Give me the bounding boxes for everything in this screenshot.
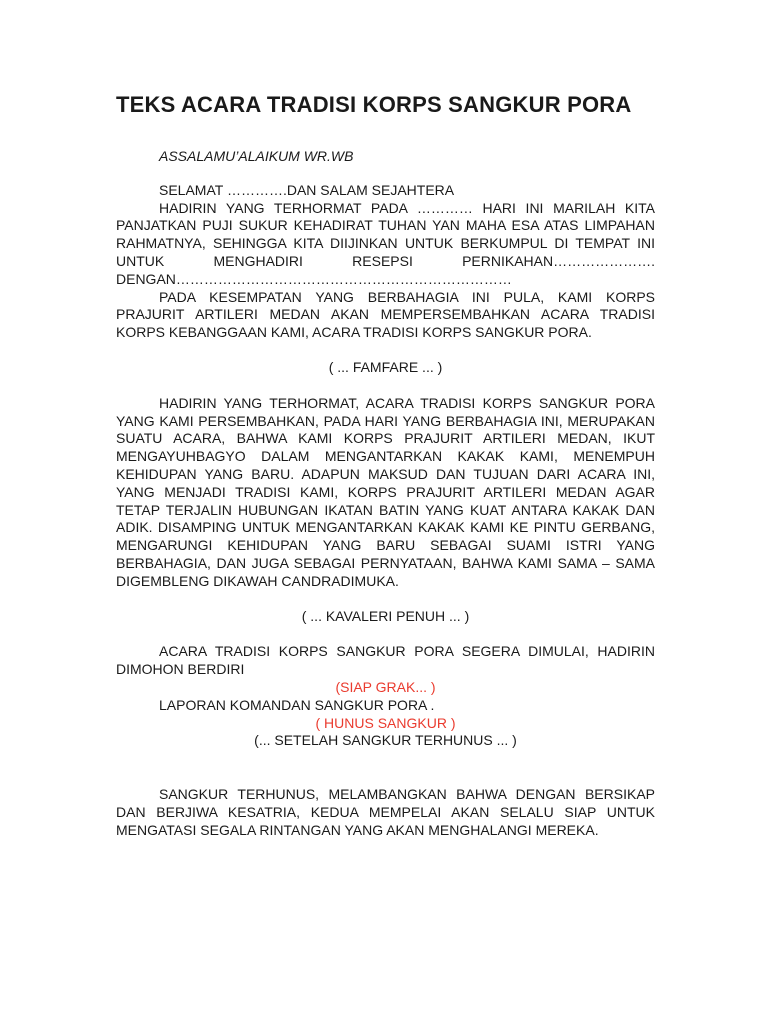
report-komandan: LAPORAN KOMANDAN SANGKUR PORA .: [159, 696, 435, 713]
stage-direction-famfare: ( ... FAMFARE ... ): [328, 358, 443, 375]
paragraph-sangkur-terhunus: SANGKUR TERHUNUS, MELAMBANGKAN BAHWA DENGAN BERSIKAP DAN BERJIWA KESATRIA, KEDUA MEMPELAI AKAN SELALU SIAP UNTUK MENGATASI SEGALA RINTANGAN YANG AKAN MENGHALANGI MEREKA.: [116, 786, 655, 838]
document-body: [116, 148, 655, 840]
document-title: TEKS ACARA TRADISI KORPS SANGKUR PORA: [116, 92, 632, 117]
paragraph-hadirin: HADIRIN YANG TERHORMAT, ACARA TRADISI KORPS SANGKUR PORA YANG KAMI PERSEMBAHKAN, PADA HARI YANG BERBAHAGIA INI, MERUPAKAN SUATU ACARA, BAHWA KAMI KORPS PRAJURIT ARTILERI MEDAN, IKUT MENGAYUHBAGYO DALAM MENGANTARKAN KAKAK KAMI, MENEMPUH KEHIDUPAN YANG BARU. ADAPUN MAKSUD DAN TUJUAN DARI ACARA INI, YANG MENJADI TRADISI KAMI, KORPS PRAJURIT ARTILERI MEDAN AGAR TETAP TERJALIN HUBUNGAN IKATAN BATIN YANG KUAT ANTARA KAKAK DAN ADIK. DISAMPING UNTUK MENGANTARKAN KAKAK KAMI KE PINTU GERBANG, MENGARUNGI KEHIDUPAN YANG BARU SEBAGAI SUAMI ISTRI YANG BERBAHAGIA, DAN JUGA SEBAGAI PERNYATAAN, BAHWA KAMI SAMA – SAMA DIGEMBLENG DIKAWAH CANDRADIMUKA.: [116, 394, 655, 589]
paragraph-acara-dimulai: ACARA TRADISI KORPS SANGKUR PORA SEGERA DIMULAI, HADIRIN DIMOHON BERDIRI: [116, 643, 655, 678]
stage-direction-terhunus: (... SETELAH SANGKUR TERHUNUS ... ): [254, 732, 517, 749]
greeting: ASSALAMU’ALAIKUM WR.WB: [159, 148, 354, 164]
command-hunus-sangkur: ( HUNUS SANGKUR ): [315, 714, 456, 731]
opening-line-1: SELAMAT ………….DAN SALAM SEJAHTERA: [159, 181, 455, 198]
opening-line-2: HADIRIN YANG TERHORMAT PADA ………… HARI INI MARILAH KITA PANJATKAN PUJI SUKUR KEHADIRAT TUHAN YAN MAHA ESA ATAS LIMPAHAN RAHMATNYA, SEHINGGA KITA DIIJINKAN UNTUK BERKUMPUL DI TEMPAT INI UNTUK MENGHADIRI RESEPSI PERNIKAHAN…………………. DENGAN………………………………………………………………: [116, 199, 655, 287]
opening-line-3: PADA KESEMPATAN YANG BERBAHAGIA INI PULA, KAMI KORPS PRAJURIT ARTILERI MEDAN AKAN MEMPERSEMBAHKAN ACARA TRADISI KORPS KEBANGGAAN KAMI, ACARA TRADISI KORPS SANGKUR PORA.: [116, 288, 655, 341]
command-siap-grak: (SIAP GRAK... ): [335, 678, 436, 695]
stage-direction-kavaleri: ( ... KAVALERI PENUH ... ): [301, 607, 470, 624]
